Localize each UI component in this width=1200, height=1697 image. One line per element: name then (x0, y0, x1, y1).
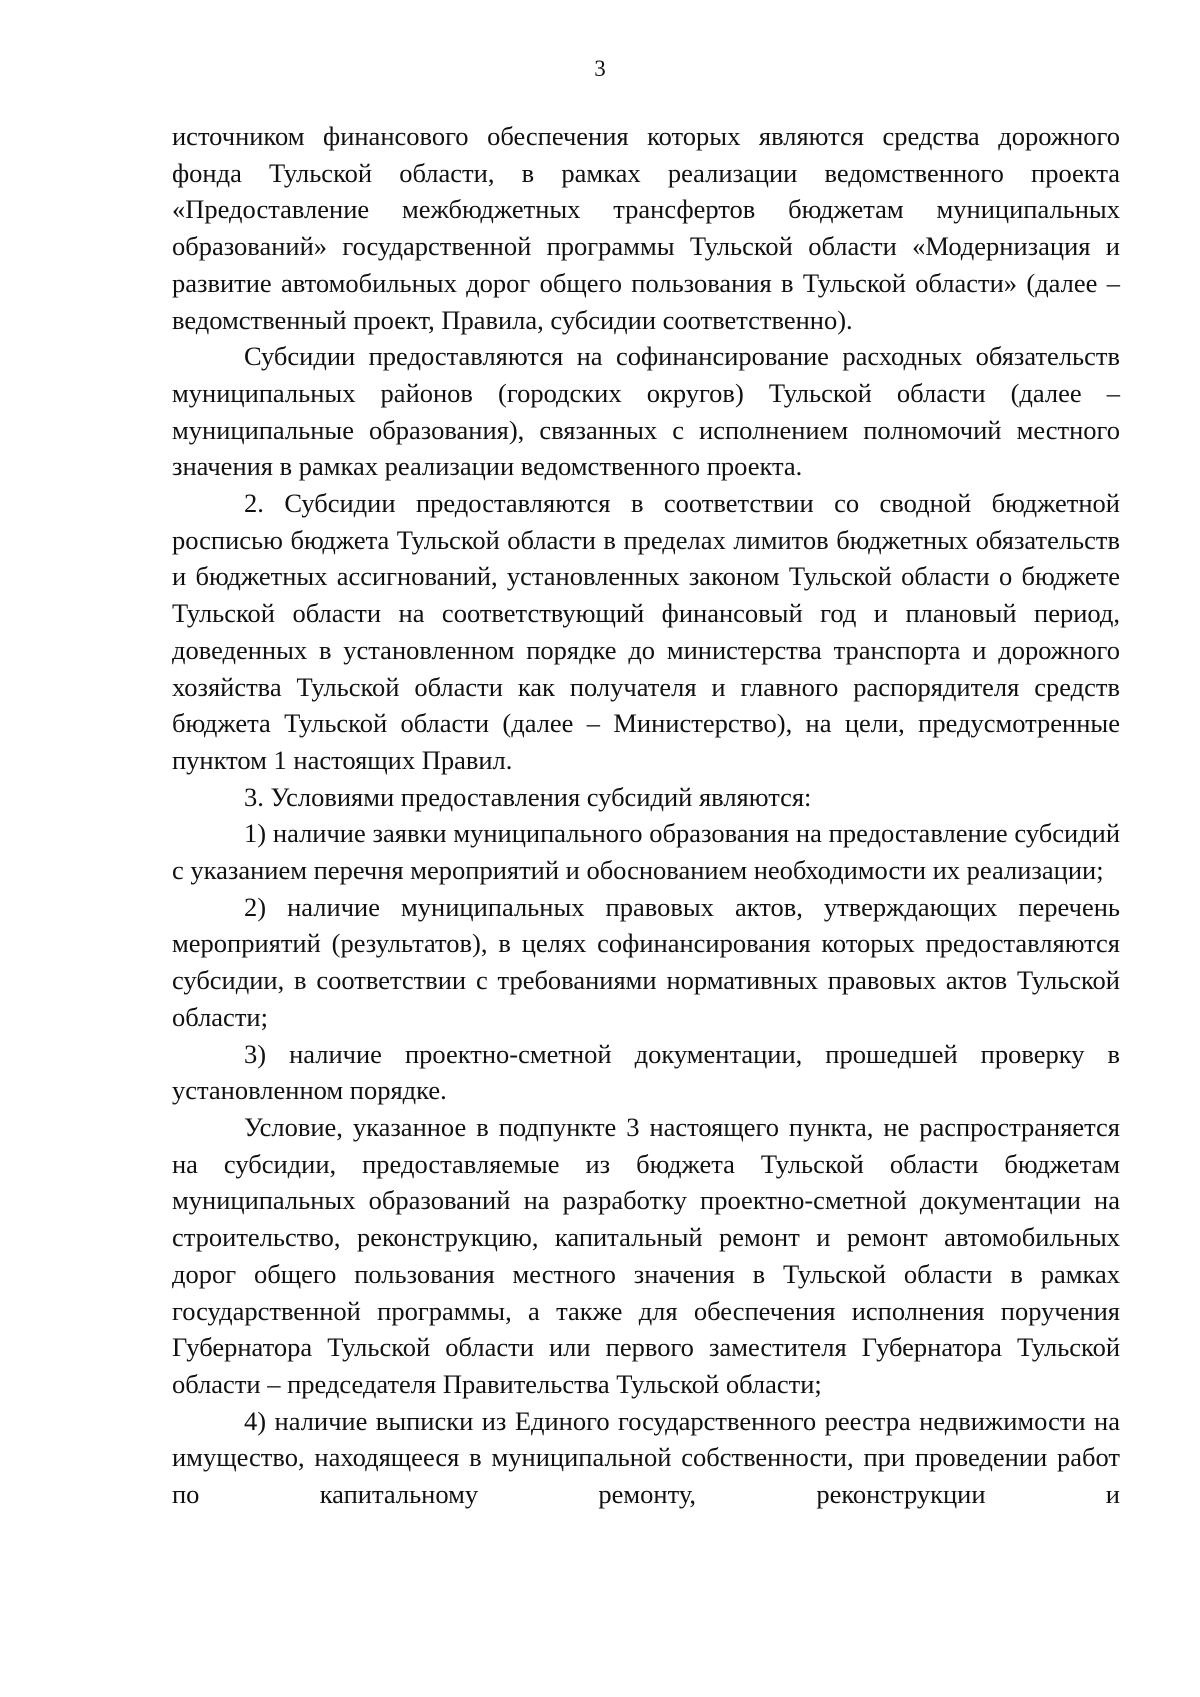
paragraph-condition-2: 2) наличие муниципальных правовых актов, утверждающих перечень мероприятий (результатов), в целях софинансирования которых предоставляются субсидии, в соответствии с требованиями нормативных правовых актов Тульской области; (172, 891, 1120, 1032)
page-number: 3 (594, 56, 606, 81)
paragraph-item-2: 2. Субсидии предоставляются в соответствии со сводной бюджетной росписью бюджета Тульской области в пределах лимитов бюджетных обязательств и бюджетных ассигнований, установленных законом Тульской области о бюджете Тульской области на соответствующий финансовый год и плановый период, доведенных в установленном порядке до министерства транспорта и дорожного хозяйства Тульской области как получателя и главного распорядителя средств бюджета Тульской области (далее – Министерство), на цели, предусмотренные пунктом 1 настоящих Правил. (172, 488, 1120, 775)
paragraph-condition-1: 1) наличие заявки муниципального образования на предоставление субсидий с указанием перечня мероприятий и обоснованием необходимости их реализации; (172, 818, 1120, 886)
paragraph-subsidies-purpose: Субсидии предоставляются на софинансирование расходных обязательств муниципальных районов (городских округов) Тульской области (далее – муниципальные образования), связанных с исполнением полномочий местного значения в рамках реализации ведомственного проекта. (172, 341, 1120, 482)
document-body (172, 118, 1120, 1513)
paragraph-condition-exception: Условие, указанное в подпункте 3 настоящего пункта, не распространяется на субсидии, предоставляемые из бюджета Тульской области бюджетам муниципальных образований на разработку проектно-сметной документации на строительство, реконструкцию, капитальный ремонт и ремонт автомобильных дорог общего пользования местного значения в Тульской области в рамках государственной программы, а также для обеспечения исполнения поручения Губернатора Тульской области или первого заместителя Губернатора Тульской области – председателя Правительства Тульской области; (172, 1111, 1120, 1399)
paragraph-condition-4: 4) наличие выписки из Единого государственного реестра недвижимости на имущество, находящееся в муниципальной собственности, при проведении работ по капитальному ремонту, реконструкции и (172, 1405, 1120, 1510)
paragraph-item-3: 3. Условиями предоставления субсидий являются: (244, 781, 812, 812)
paragraph-intro-continuation: источником финансового обеспечения которых являются средства дорожного фонда Тульской области, в рамках реализации ведомственного проекта «Предоставление межбюджетных трансфертов бюджетам муниципальных образований» государственной программы Тульской области «Модернизация и развитие автомобильных дорог общего пользования в Тульской области» (далее – ведомственный проект, Правила, субсидии соответственно). (172, 121, 1120, 335)
paragraph-condition-3: 3) наличие проектно-сметной документации, прошедшей проверку в установленном порядке. (172, 1038, 1120, 1106)
